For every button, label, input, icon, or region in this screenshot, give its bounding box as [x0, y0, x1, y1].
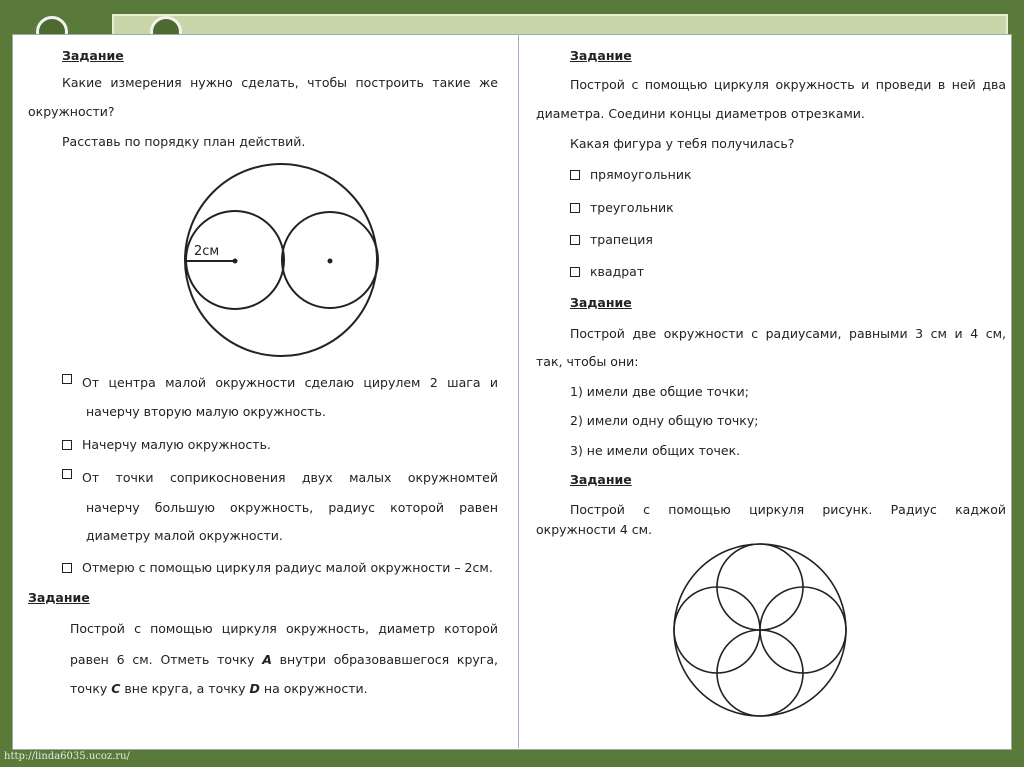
- radius-label: 2см: [194, 244, 220, 259]
- option-rectangle[interactable]: прямоугольник: [570, 167, 692, 182]
- task3-line1: Построй с помощью циркуля окружность и проведи в ней два: [570, 77, 1006, 92]
- center-point-left: [233, 259, 238, 264]
- task3-question: Какая фигура у тебя получилась?: [570, 136, 795, 151]
- task4-heading: Задание: [570, 295, 632, 310]
- step-1-line1: От центра малой окружности сделаю цирулем 2 шага и: [82, 375, 498, 390]
- inner-circle-top: [717, 544, 803, 630]
- task1-question-line2: окружности?: [28, 104, 115, 119]
- task5-line1: Построй с помощью циркуля рисунк. Радиус каджой: [570, 502, 1006, 517]
- option-trapezoid[interactable]: трапеция: [570, 232, 653, 247]
- condition-1: 1) имели две общие точки;: [570, 384, 749, 399]
- checkbox-icon[interactable]: [62, 469, 72, 479]
- step-3-line3: диаметру малой окружности.: [86, 528, 283, 543]
- point-c-label: C: [111, 681, 121, 696]
- option-square[interactable]: квадрат: [570, 264, 644, 279]
- step-1[interactable]: [62, 375, 498, 390]
- checkbox-icon[interactable]: [62, 440, 72, 450]
- task1-question-line1: Какие измерения нужно сделать, чтобы построить такие же: [62, 75, 498, 90]
- task3-line2: диаметра. Соедини концы диаметров отрезками.: [536, 106, 865, 121]
- step-4[interactable]: [62, 560, 493, 575]
- task5-line2: окружности 4 см.: [536, 522, 653, 537]
- condition-3: 3) не имели общих точек.: [570, 443, 741, 458]
- option-triangle[interactable]: треугольник: [570, 200, 674, 215]
- inner-circle-left: [674, 587, 760, 673]
- step-2[interactable]: [62, 437, 271, 452]
- center-point-right: [328, 259, 333, 264]
- checkbox-icon[interactable]: [570, 170, 580, 180]
- checkbox-icon[interactable]: [570, 203, 580, 213]
- point-a-label: A: [262, 652, 272, 667]
- step-3[interactable]: [62, 470, 498, 485]
- checkbox-icon[interactable]: [62, 374, 72, 384]
- step-1-line2: начерчу вторую малую окружность.: [86, 404, 326, 419]
- task1-heading: Задание: [62, 48, 124, 63]
- task2-heading: Задание: [28, 590, 90, 605]
- column-divider: [518, 34, 519, 748]
- task2-line3: точку C вне круга, а точку D на окружности.: [70, 681, 368, 696]
- task3-heading: Задание: [570, 48, 632, 63]
- point-d-label: D: [249, 681, 260, 696]
- flower-circles-figure: [670, 540, 850, 720]
- checkbox-icon[interactable]: [570, 235, 580, 245]
- step-3-line1: От точки соприкосновения двух малых окружномтей: [82, 470, 498, 485]
- step-2-line1: Начерчу малую окружность.: [82, 437, 271, 452]
- task4-line2: так, чтобы они:: [536, 354, 639, 369]
- condition-2: 2) имели одну общую точку;: [570, 413, 759, 428]
- two-circles-figure: [180, 162, 385, 362]
- footer-url: http://linda6035.ucoz.ru/: [4, 751, 130, 762]
- step-4-line1: Отмерю с помощью циркуля радиус малой окружности – 2см.: [82, 560, 493, 575]
- task2-line1: Построй с помощью циркуля окружность, диаметр которой: [70, 621, 498, 636]
- task1-plan: Расставь по порядку план действий.: [62, 134, 306, 149]
- checkbox-icon[interactable]: [62, 563, 72, 573]
- step-3-line2: начерчу большую окружность, радиус которой равен: [86, 500, 498, 515]
- task5-heading: Задание: [570, 472, 632, 487]
- task4-line1: Построй две окружности с радиусами, равными 3 см и 4 см,: [570, 326, 1006, 341]
- checkbox-icon[interactable]: [570, 267, 580, 277]
- inner-circle-right: [760, 587, 846, 673]
- inner-circle-bottom: [717, 630, 803, 716]
- task2-line2: равен 6 см. Отметь точку A внутри образовавшегося круга,: [70, 652, 498, 667]
- title-bar: [112, 14, 1008, 36]
